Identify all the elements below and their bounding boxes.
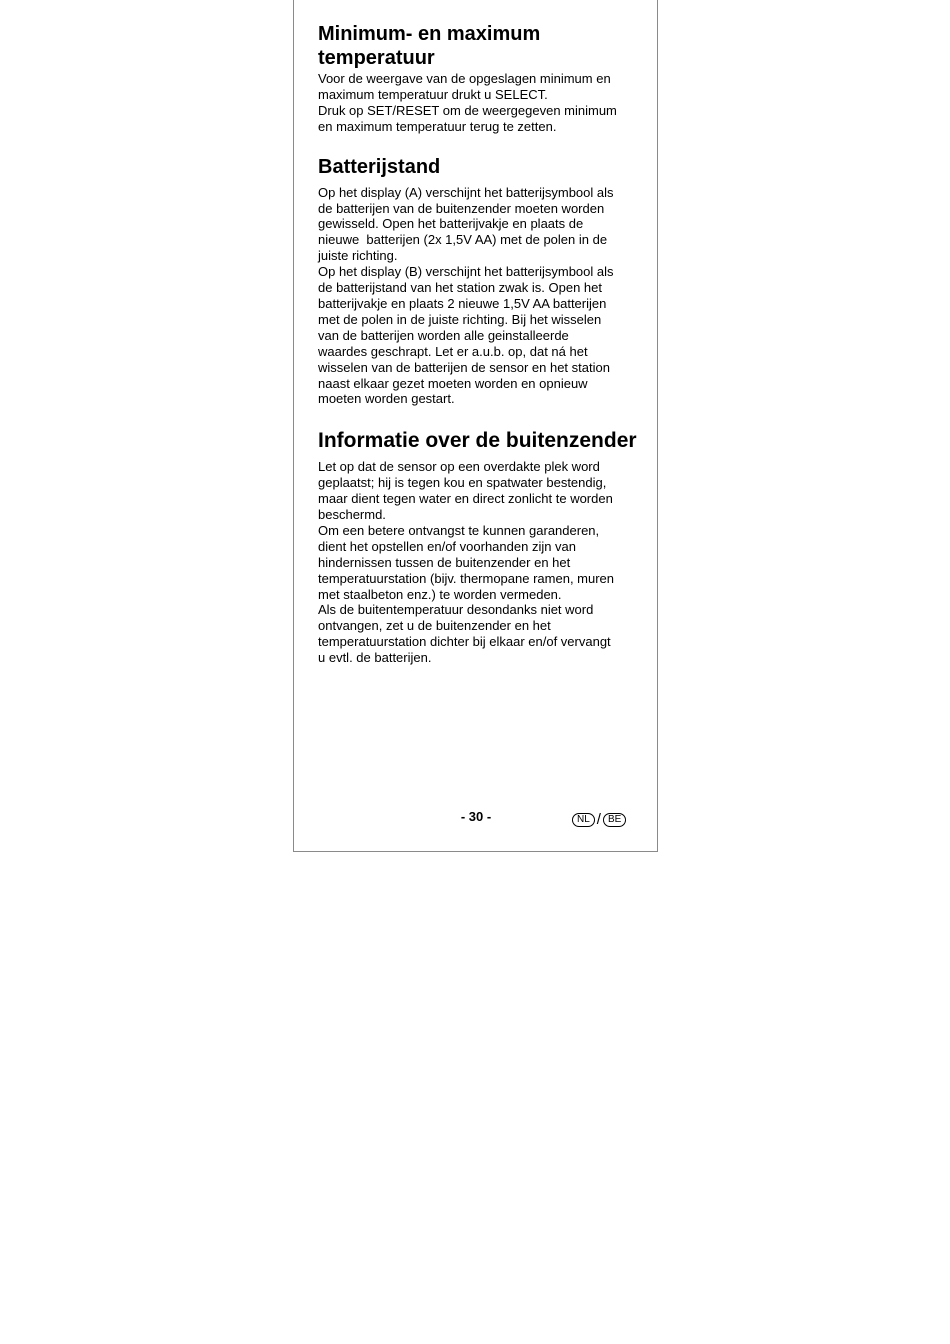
text-line: met de polen in de juiste richting. Bij het wisselen — [318, 311, 602, 327]
text-line: dient het opstellen en/of voorhanden zijn van — [318, 538, 577, 554]
text-line: Om een betere ontvangst te kunnen garanderen, — [318, 522, 600, 538]
country-badge-be: BE — [603, 813, 626, 827]
section-outdoor-transmitter — [318, 428, 643, 666]
country-codes — [572, 812, 626, 828]
section-min-max-temperature — [318, 22, 643, 135]
paragraph-transmitter — [318, 459, 643, 666]
text-line: moeten worden gestart. — [318, 391, 455, 407]
text-line: de batterijen van de buitenzender moeten worden — [318, 200, 605, 216]
paragraph-battery — [318, 185, 643, 408]
page-number: - 30 - — [460, 809, 492, 824]
text-line: hindernissen tussen de buitenzender en het — [318, 554, 571, 570]
text-line: batterijvakje en plaats 2 nieuwe 1,5V AA batterijen — [318, 295, 607, 311]
page-content — [318, 22, 643, 666]
text-line: met staalbeton enz.) te worden vermeden. — [318, 586, 562, 602]
text-line: ontvangen, zet u de buitenzender en het — [318, 618, 551, 634]
text-line: wisselen van de batterijen de sensor en het station — [318, 359, 610, 375]
text-line: beschermd. — [318, 507, 386, 523]
text-line: maar dient tegen water en direct zonlicht te worden — [318, 491, 613, 507]
text-line: waardes geschrapt. Let er a.u.b. op, dat ná het — [318, 343, 588, 359]
text-line: van de batterijen worden alle geinstalleerde — [318, 327, 569, 343]
text-line: Op het display (A) verschijnt het batterijsymbool als — [318, 184, 614, 200]
text-line: Druk op SET/RESET om de weergegeven minimum — [318, 102, 617, 118]
section-battery-status — [318, 155, 643, 408]
text-line: nieuwe batterijen (2x 1,5V AA) met de polen in de — [318, 232, 608, 248]
text-line: Op het display (B) verschijnt het batterijsymbool als — [318, 264, 614, 280]
text-line: Als de buitentemperatuur desondanks niet word — [318, 602, 594, 618]
text-line: de batterijstand van het station zwak is. Open het — [318, 280, 603, 296]
text-line: temperatuurstation dichter bij elkaar en/of vervangt — [318, 634, 611, 650]
country-separator: / — [596, 811, 601, 828]
text-line: temperatuurstation (bijv. thermopane ramen, muren — [318, 570, 615, 586]
text-line: Let op dat de sensor op een overdakte plek word — [318, 459, 600, 475]
section-heading-min-max: Minimum- en maximum temperatuur — [318, 23, 541, 69]
text-line: gewisseld. Open het batterijvakje en plaats de — [318, 216, 584, 232]
text-line: juiste richting. — [318, 248, 398, 264]
text-line: geplaatst; hij is tegen kou en spatwater bestendig, — [318, 475, 607, 491]
text-line: maximum temperatuur drukt u SELECT. — [318, 86, 548, 102]
text-line: en maximum temperatuur terug te zetten. — [318, 118, 557, 134]
section-heading-transmitter: Informatie over de buitenzender — [318, 429, 637, 453]
paragraph-min-max — [318, 71, 643, 135]
text-line: naast elkaar gezet moeten worden en opnieuw — [318, 375, 588, 391]
section-heading-battery: Batterijstand — [318, 155, 441, 178]
country-badge-nl: NL — [572, 813, 595, 827]
text-line: Voor de weergave van de opgeslagen minimum en — [318, 71, 611, 86]
text-line: u evtl. de batterijen. — [318, 650, 432, 666]
